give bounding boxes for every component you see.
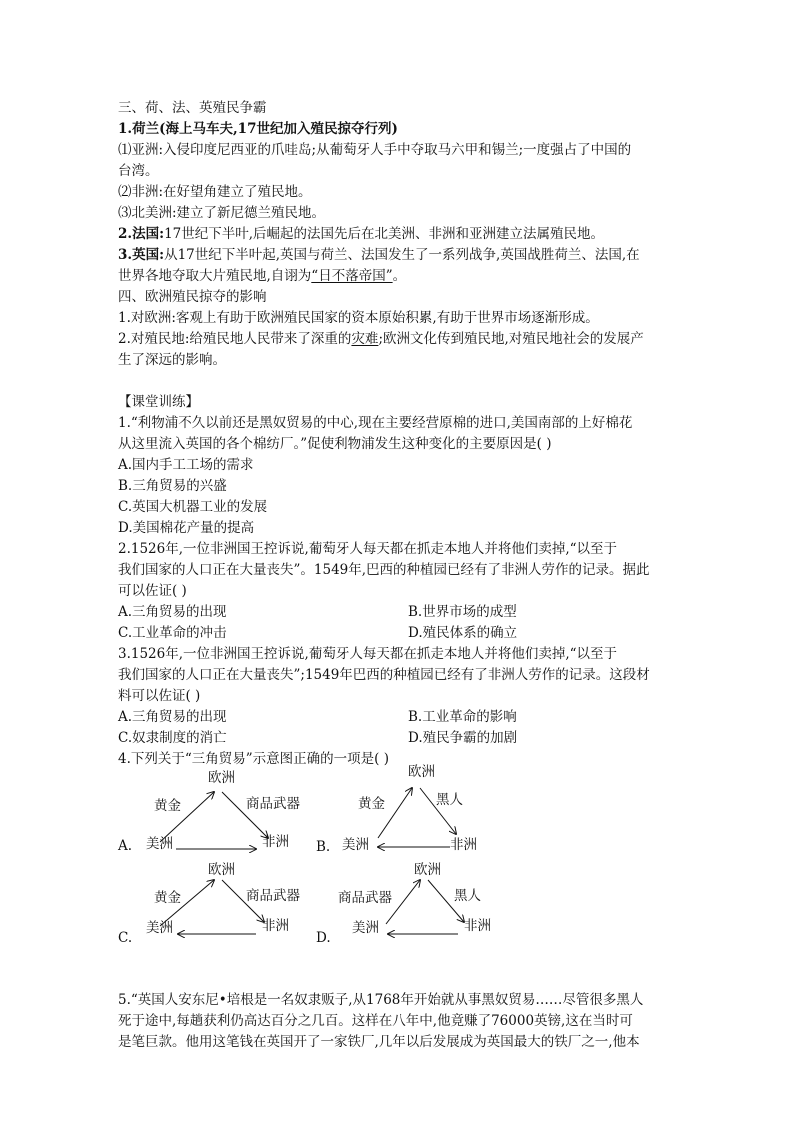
impact-colonies-line1 xyxy=(118,329,678,350)
section4-heading: 四、欧洲殖民掠夺的影响 xyxy=(118,289,267,305)
training-heading: 【课堂训练】 xyxy=(118,394,199,410)
diagram-b-europe: 欧洲 xyxy=(408,764,435,780)
diagram-c-letter: C. xyxy=(118,930,133,946)
diagram-b-slaves: 黑人 xyxy=(436,792,463,808)
impact-europe: 1.对欧洲:客观上有助于欧洲殖民国家的资本原始积累,有助于世界市场逐渐形成。 xyxy=(118,310,599,326)
q2-option-a: A.三角贸易的出现 xyxy=(118,604,227,620)
impact-colonies-line2: 生了深远的影响。 xyxy=(118,352,226,368)
q3-option-d: D.殖民争霸的加剧 xyxy=(408,730,518,746)
diagram-a-africa: 非洲 xyxy=(262,834,289,850)
netherlands-north-america: ⑶北美洲:建立了新尼德兰殖民地。 xyxy=(118,205,326,221)
diagram-a-europe: 欧洲 xyxy=(208,770,235,786)
diagram-a-gold: 黄金 xyxy=(154,798,181,814)
section3-heading: 三、荷、法、英殖民争霸 xyxy=(118,100,267,116)
diagram-b xyxy=(316,764,516,869)
diagram-c-america: 美洲 xyxy=(146,920,173,936)
q2-line3: 可以佐证( ) xyxy=(118,583,187,599)
diagram-d-europe: 欧洲 xyxy=(414,862,441,878)
q3-option-b: B.工业革命的影响 xyxy=(408,709,517,725)
diagram-c-europe: 欧洲 xyxy=(208,862,235,878)
triangle-trade-diagrams xyxy=(118,764,678,990)
q2-line1: 2.1526年,一位非洲国王控诉说,葡萄牙人每天都在抓走本地人并将他们卖掉,“以至于 xyxy=(118,541,618,557)
spacer xyxy=(118,371,678,392)
diagram-a-letter: A. xyxy=(118,838,133,854)
diagram-c xyxy=(118,862,318,967)
q3-option-c: C.奴隶制度的消亡 xyxy=(118,730,227,746)
diagram-c-africa: 非洲 xyxy=(262,918,289,934)
q1-option-b: B.三角贸易的兴盛 xyxy=(118,478,227,494)
q1-option-a: A.国内手工工场的需求 xyxy=(118,457,254,473)
diagram-d xyxy=(314,862,514,967)
britain-label: 3.英国: xyxy=(118,247,165,263)
q1-line1: 1.“利物浦不久以前还是黑奴贸易的中心,现在主要经营原棉的进口,美国南部的上好棉花 xyxy=(118,415,633,431)
diagram-a-goods-weapons: 商品武器 xyxy=(246,796,300,812)
diagram-d-goods-weapons: 商品武器 xyxy=(338,890,392,906)
q3-line3: 料可以佐证( ) xyxy=(118,688,201,704)
france-text: 17世纪下半叶,后崛起的法国先后在北美洲、非洲和亚洲建立法属殖民地。 xyxy=(164,226,605,242)
impact-colonies-1c: ;欧洲文化传到殖民地,对殖民地社会的发展产 xyxy=(378,331,644,347)
q2-option-c: C.工业革命的冲击 xyxy=(118,625,227,641)
q2-option-d: D.殖民体系的确立 xyxy=(408,625,518,641)
diagram-c-gold: 黄金 xyxy=(154,890,181,906)
britain-text-2a: 世界各地夺取大片殖民地,自诩为 xyxy=(118,268,312,284)
diagram-d-letter: D. xyxy=(316,930,331,946)
q2-line2: 我们国家的人口正在大量丧失”。1549年,巴西的种植园已经有了非洲人劳作的记录。据此 xyxy=(118,562,650,578)
q2-option-b: B.世界市场的成型 xyxy=(408,604,517,620)
france-label: 2.法国: xyxy=(118,226,165,242)
q3-options-row2 xyxy=(118,728,678,749)
q1-option-d: D.美国棉花产量的提高 xyxy=(118,520,255,536)
diagram-b-gold: 黄金 xyxy=(358,796,385,812)
diagram-c-goods-weapons: 商品武器 xyxy=(246,888,300,904)
q3-option-a: A.三角贸易的出现 xyxy=(118,709,227,725)
netherlands-asia-line1: ⑴亚洲:入侵印度尼西亚的爪哇岛;从葡萄牙人手中夺取马六甲和锡兰;一度强占了中国的 xyxy=(118,142,632,158)
q2-options-row2 xyxy=(118,623,678,644)
france-paragraph xyxy=(118,224,678,245)
q3-line1: 3.1526年,一位非洲国王控诉说,葡萄牙人每天都在抓走本地人并将他们卖掉,“以至于 xyxy=(118,646,618,662)
diagram-b-america: 美洲 xyxy=(342,837,369,853)
diagram-b-letter: B. xyxy=(316,839,331,855)
q3-options-row1 xyxy=(118,707,678,728)
britain-empire-term: “日不落帝国” xyxy=(311,268,393,284)
diagram-d-slaves: 黑人 xyxy=(454,888,481,904)
q1-line2: 从这里流入英国的各个棉纺厂。”促使利物浦发生这种变化的主要原因是( ) xyxy=(118,436,552,452)
impact-colonies-disaster: 灾难 xyxy=(351,331,379,347)
britain-text-2c: 。 xyxy=(392,268,407,284)
diagram-a-america: 美洲 xyxy=(146,836,173,852)
q1-option-c: C.英国大机器工业的发展 xyxy=(118,499,268,515)
netherlands-title: 1.荷兰(海上马车夫,17世纪加入殖民掠夺行列) xyxy=(118,121,398,137)
britain-paragraph-line1 xyxy=(118,245,678,266)
q3-line2: 我们国家的人口正在大量丧失”;1549年巴西的种植园已经有了非洲人劳作的记录。这段材 xyxy=(118,667,650,683)
q5-line1: 5.“英国人安东尼•培根是一名奴隶贩子,从1768年开始就从事黑奴贸易……尽管很多黑人 xyxy=(118,992,644,1008)
q4-stem: 4.下列关于“三角贸易”示意图正确的一项是( ) xyxy=(118,751,390,767)
q5-line3: 是笔巨款。他用这笔钱在英国开了一家铁厂,几年以后发展成为英国最大的铁厂之一,他本 xyxy=(118,1034,640,1050)
diagram-a xyxy=(118,770,318,875)
impact-colonies-1a: 2.对殖民地:给殖民地人民带来了深重的 xyxy=(118,331,352,347)
britain-paragraph-line2 xyxy=(118,266,678,287)
netherlands-africa: ⑵非洲:在好望角建立了殖民地。 xyxy=(118,184,312,200)
netherlands-asia-line2: 台湾。 xyxy=(118,163,159,179)
document-page xyxy=(118,98,678,1053)
q5-line2: 死于途中,每趟获利仍高达百分之几百。这样在八年中,他竟赚了76000英镑,这在当时可 xyxy=(118,1013,633,1029)
britain-text-1: 从17世纪下半叶起,英国与荷兰、法国发生了一系列战争,英国战胜荷兰、法国,在 xyxy=(164,247,640,263)
q2-options-row1 xyxy=(118,602,678,623)
diagram-d-africa: 非洲 xyxy=(464,918,491,934)
diagram-b-africa: 非洲 xyxy=(450,837,477,853)
diagram-d-america: 美洲 xyxy=(352,920,379,936)
